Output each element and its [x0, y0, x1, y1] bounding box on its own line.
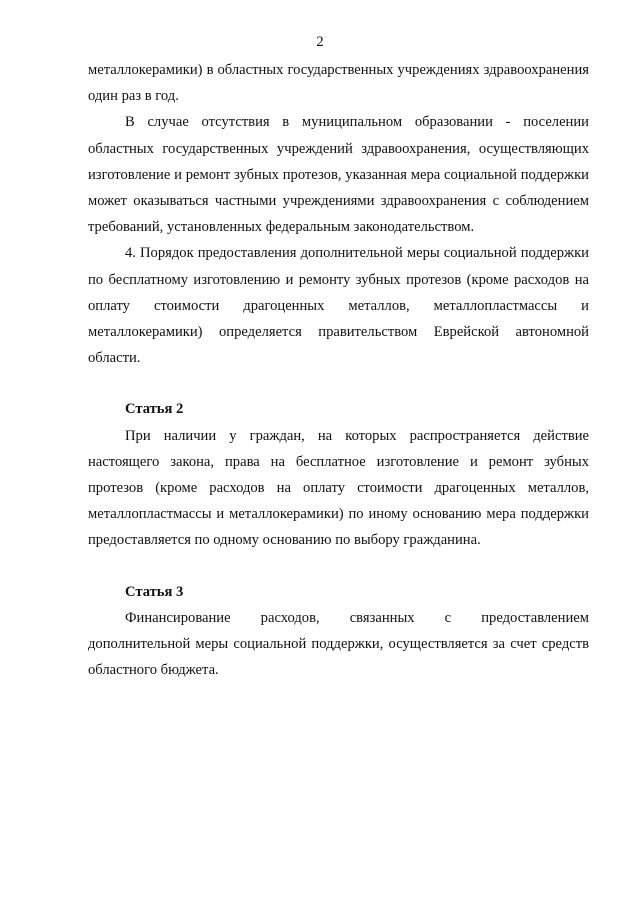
article-2-title: Статья 2 — [125, 401, 184, 418]
document-body — [88, 57, 589, 683]
article-3-text: Финансирование расходов, связанных с предоставлением дополнительной меры социальной поддержки, осуществляется за счет средств областного бюджета. — [88, 609, 589, 679]
article-2-text: При наличии у граждан, на которых распространяется действие настоящего закона, права на бесплатное изготовление и ремонт зубных протезов (кроме расходов на оплату стоимости драгоценных металлов, металлопластмассы и металлокерамики) по иному основанию мера поддержки предоставляется по одному основанию по выбору гражданина. — [88, 427, 589, 549]
paragraph-procedure: 4. Порядок предоставления дополнительной меры социальной поддержки по бесплатному изготовлению и ремонту зубных протезов (кроме расходов на оплату стоимости драгоценных металлов, металлопластмассы и металлокерамики) определяется правительством Еврейской автономной области. — [88, 245, 589, 367]
spacer — [88, 554, 589, 579]
page-number: 2 — [316, 34, 324, 50]
paragraph-continuation: металлокерамики) в областных государственных учреждениях здравоохранения один раз в год. — [88, 62, 589, 105]
spacer — [88, 371, 589, 396]
paragraph-private-institutions: В случае отсутствия в муниципальном образовании - поселении областных государственных учреждений здравоохранения, осуществляющих изготовление и ремонт зубных протезов, указанная мера социальной поддержки может оказываться частными учреждениями здравоохранения с соблюдением требований, установленных федеральным законодательством. — [88, 114, 589, 236]
article-3-title: Статья 3 — [125, 583, 184, 600]
